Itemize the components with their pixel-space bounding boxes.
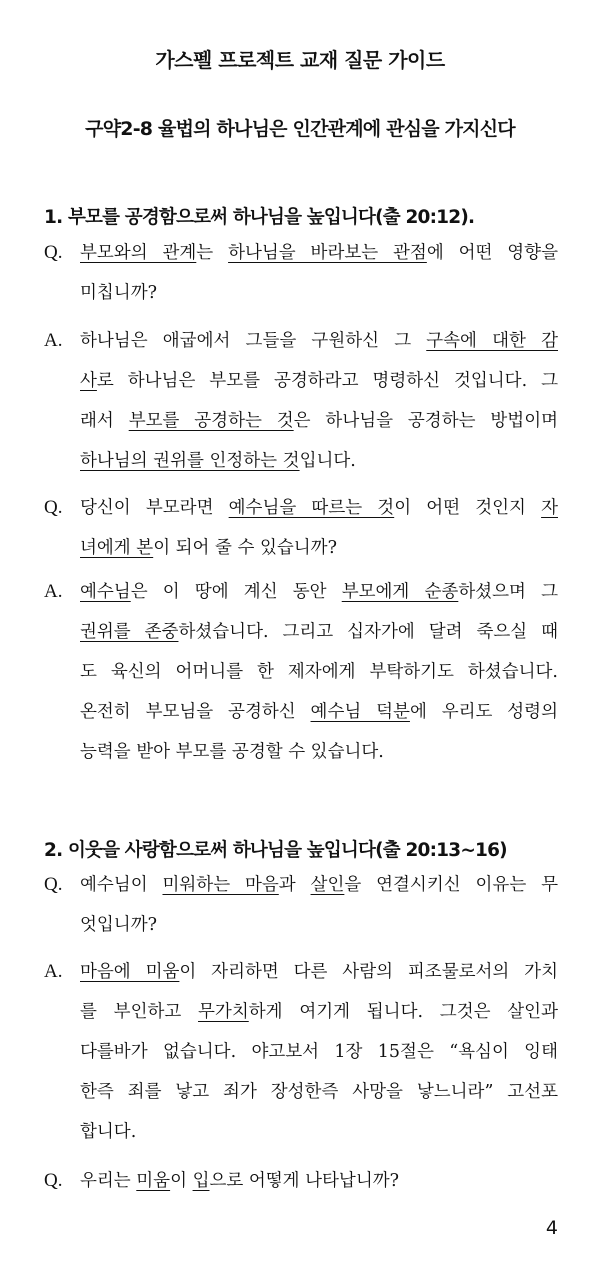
underlined-phrase: 권위를 존중 [80,622,179,642]
question-text [80,1161,558,1201]
text-segment: 당신이 부모라면 [80,498,229,518]
text-line [80,992,558,1032]
page-title: 가스펠 프로젝트 교재 질문 가이드 [155,48,445,72]
text-line [80,865,558,905]
text-segment: 하게 여기게 됩니다. 그것은 살인과 [248,1002,558,1022]
underlined-phrase: 마음에 미움 [80,962,180,982]
underlined-phrase: 부모에게 순종 [341,582,459,602]
text-line [80,652,558,692]
text-line [80,692,558,732]
text-segment: 이 [170,1171,193,1191]
text-segment: 이 어떤 것인지 [394,498,542,518]
page-number: 4 [545,1217,558,1239]
text-segment: 은 이 땅에 계신 동안 [130,582,342,602]
text-line [80,1072,558,1112]
underlined-phrase: 녀에게 본 [80,538,154,558]
question-text [80,233,558,313]
text-line [80,732,558,772]
underlined-phrase: 사 [80,371,97,391]
text-line [80,488,558,528]
text-line [80,905,558,945]
underlined-phrase: 무가치 [198,1002,249,1022]
text-segment: 도 육신의 어머니를 한 제자에게 부탁하기도 하셨습니다. [80,662,558,682]
answer-text [80,952,558,1152]
text-segment: 입니다. [299,451,356,471]
text-segment: 능력을 받아 부모를 공경할 수 있습니다. [80,742,384,762]
text-segment: 온전히 부모님을 공경하신 [80,702,311,722]
text-segment: 엇입니까? [80,915,158,935]
text-segment: 하셨습니다. 그리고 십자가에 달려 죽으실 때 [178,622,558,642]
text-segment: 래서 [80,411,129,431]
qa-item [44,865,558,945]
text-segment: 합니다. [80,1122,137,1142]
text-line [80,321,558,361]
section-1-heading: 1. 부모를 공경함으로써 하나님을 높입니다(출 20:12). [44,207,475,228]
text-line [80,401,558,441]
text-segment: 은 하나님을 공경하는 방법이며 [293,411,558,431]
text-line [80,612,558,652]
underlined-phrase: 구속에 대한 감 [426,331,558,351]
qa-item [44,321,558,481]
answer-text [80,572,558,772]
text-line [80,361,558,401]
qa-item [44,488,558,568]
question-marker: Q. [44,242,63,263]
underlined-phrase: 하나님의 권위를 인정하는 것 [80,451,300,471]
text-segment: 에 어떤 영향을 [426,243,558,263]
underlined-phrase: 자 [541,498,558,518]
underlined-phrase: 하나님을 바라보는 관점 [228,243,427,263]
underlined-phrase: 부모와의 관계 [80,243,197,263]
text-segment: 에 우리도 성령의 [409,702,558,722]
text-segment: 우리는 [80,1171,137,1191]
qa-item [44,233,558,313]
text-segment: 으로 어떻게 나타납니까? [209,1171,400,1191]
question-marker: Q. [44,1170,63,1191]
text-segment: 는 [196,243,229,263]
text-segment: 하나님은 애굽에서 그들을 구원하신 그 [80,331,427,351]
answer-marker: A. [44,330,63,351]
qa-item [44,572,558,772]
text-segment: 이 자리하면 다른 사람의 피조물로서의 가치 [179,962,558,982]
underlined-phrase: 미움 [136,1171,171,1191]
underlined-phrase: 부모를 공경하는 것 [128,411,294,431]
underlined-phrase: 살인 [310,875,345,895]
text-line [80,233,558,273]
text-segment: 하셨으며 그 [458,582,558,602]
text-line [80,273,558,313]
underlined-phrase: 예수님을 따르는 것 [228,498,395,518]
text-line [80,441,558,481]
question-text [80,865,558,945]
qa-item [44,1161,558,1201]
text-line [80,1161,558,1201]
text-segment: 과 [278,875,311,895]
answer-marker: A. [44,581,63,602]
text-line [80,528,558,568]
qa-item [44,952,558,1152]
text-line [80,1032,558,1072]
text-segment: 로 하나님은 부모를 공경하라고 명령하신 것입니다. 그 [96,371,558,391]
text-segment: 미칩니까? [80,283,158,303]
text-segment: 다를바가 없습니다. 야고보서 1장 15절은 “욕심이 잉태 [80,1042,558,1062]
underlined-phrase: 예수님 덕분 [310,702,410,722]
text-line [80,1112,558,1152]
text-line [80,572,558,612]
text-segment: 예수님이 [80,875,163,895]
text-segment: 이 되어 줄 수 있습니까? [153,538,337,558]
answer-text [80,321,558,481]
underlined-phrase: 미워하는 마음 [162,875,279,895]
text-line [80,952,558,992]
question-marker: Q. [44,874,63,895]
underlined-phrase: 예수님 [80,582,131,602]
answer-marker: A. [44,961,63,982]
underlined-phrase: 입 [192,1171,210,1191]
text-segment: 한즉 죄를 낳고 죄가 장성한즉 사망을 낳느니라” 고선포 [80,1082,558,1102]
chapter-title: 구약2-8 율법의 하나님은 인간관계에 관심을 가지신다 [85,118,515,140]
question-marker: Q. [44,497,63,518]
question-text [80,488,558,568]
text-segment: 을 연결시키신 이유는 무 [344,875,558,895]
section-2-heading: 2. 이웃을 사랑함으로써 하나님을 높입니다(출 20:13~16) [44,840,507,861]
text-segment: 를 부인하고 [80,1002,199,1022]
